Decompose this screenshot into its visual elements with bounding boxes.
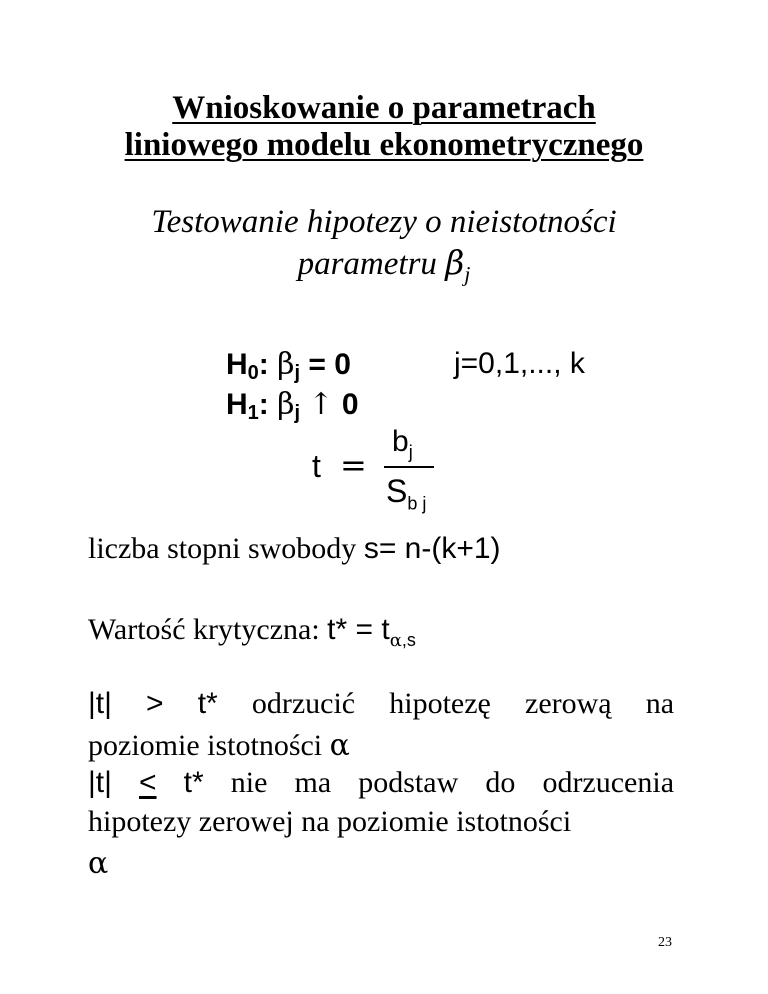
critical-sub-alpha: α: [389, 630, 402, 651]
title-line-1: Wnioskowanie o parametrach: [172, 90, 596, 126]
rule-1-line-2: [88, 728, 350, 763]
critical-value: [88, 613, 416, 651]
h1-rest: 0: [341, 388, 359, 421]
formula-equals: =: [340, 446, 367, 484]
critical-label: Wartość krytyczna:: [88, 613, 328, 646]
rule1-line2-text: poziomie istotności: [88, 729, 330, 762]
beta-symbol: β: [445, 243, 465, 282]
hypothesis-h0: [226, 347, 351, 385]
h1-letter: H: [226, 388, 248, 421]
critical-sub-s: ,s: [401, 630, 416, 650]
rule2-word: podstaw: [358, 766, 459, 799]
subtitle-line-1: Testowanie hipotezy o nieistotności: [151, 204, 617, 240]
rule1-tstar: t*: [197, 687, 218, 720]
numerator-b: b: [392, 425, 409, 458]
degrees-of-freedom: [88, 532, 501, 566]
numerator-sub: j: [408, 442, 413, 462]
hypothesis-h1: [226, 387, 359, 425]
fraction-bar: [384, 466, 434, 468]
rule1-cond: |t|: [88, 687, 112, 720]
arrow-up-icon: ↑: [308, 387, 334, 422]
denominator-sub: b j: [407, 493, 427, 514]
rule1-word: hipotezę: [389, 687, 491, 720]
h0-colon: :: [258, 348, 269, 381]
formula-numerator: [392, 425, 413, 463]
rule1-op: >: [146, 687, 164, 720]
h0-rest: = 0: [300, 348, 351, 381]
rule1-alpha: α: [329, 728, 350, 763]
rule-2-line-2: hipotezy zerowej na poziomie istotności: [88, 805, 572, 838]
rule2-tstar: t*: [183, 766, 204, 799]
formula-lhs: t: [312, 448, 321, 484]
h1-beta: β: [277, 387, 295, 422]
rule-1-line-1: [88, 687, 674, 721]
formula-denominator: [386, 473, 426, 514]
subtitle-sub-j: j: [464, 261, 471, 287]
h1-colon: :: [258, 388, 269, 421]
h0-range: j=0,1,..., k: [454, 347, 585, 380]
degrees-label: liczba stopni swobody: [88, 532, 364, 565]
h0-sub-j: j: [294, 362, 301, 384]
title-line-2: liniowego modelu ekonometrycznego: [124, 127, 644, 163]
rule2-word: ma: [294, 766, 332, 799]
h1-sub: 1: [247, 402, 259, 424]
page-number: 23: [658, 935, 672, 950]
h0-beta: β: [277, 347, 295, 382]
rule-2-line-1: [88, 766, 674, 800]
rule2-cond: |t|: [88, 766, 112, 799]
subtitle-line-2: [0, 243, 768, 288]
rule1-word: odrzucić: [251, 687, 356, 720]
denominator-s: S: [386, 473, 408, 509]
h0-sub: 0: [247, 362, 259, 384]
critical-value-text: t* = t: [327, 613, 390, 646]
subtitle-text: parametru: [297, 246, 446, 282]
rule2-op: <: [139, 766, 157, 799]
rule1-word: zerową: [525, 687, 612, 720]
rule2-word: odrzucenia: [542, 766, 675, 799]
rule2-word: do: [485, 766, 516, 799]
rule1-word: na: [645, 687, 675, 720]
rule2-word: nie: [230, 766, 268, 799]
degrees-value: s= n-(k+1): [363, 532, 501, 565]
rule2-alpha: α: [88, 846, 109, 881]
h0-letter: H: [226, 348, 248, 381]
h1-sub-j: j: [294, 402, 301, 424]
